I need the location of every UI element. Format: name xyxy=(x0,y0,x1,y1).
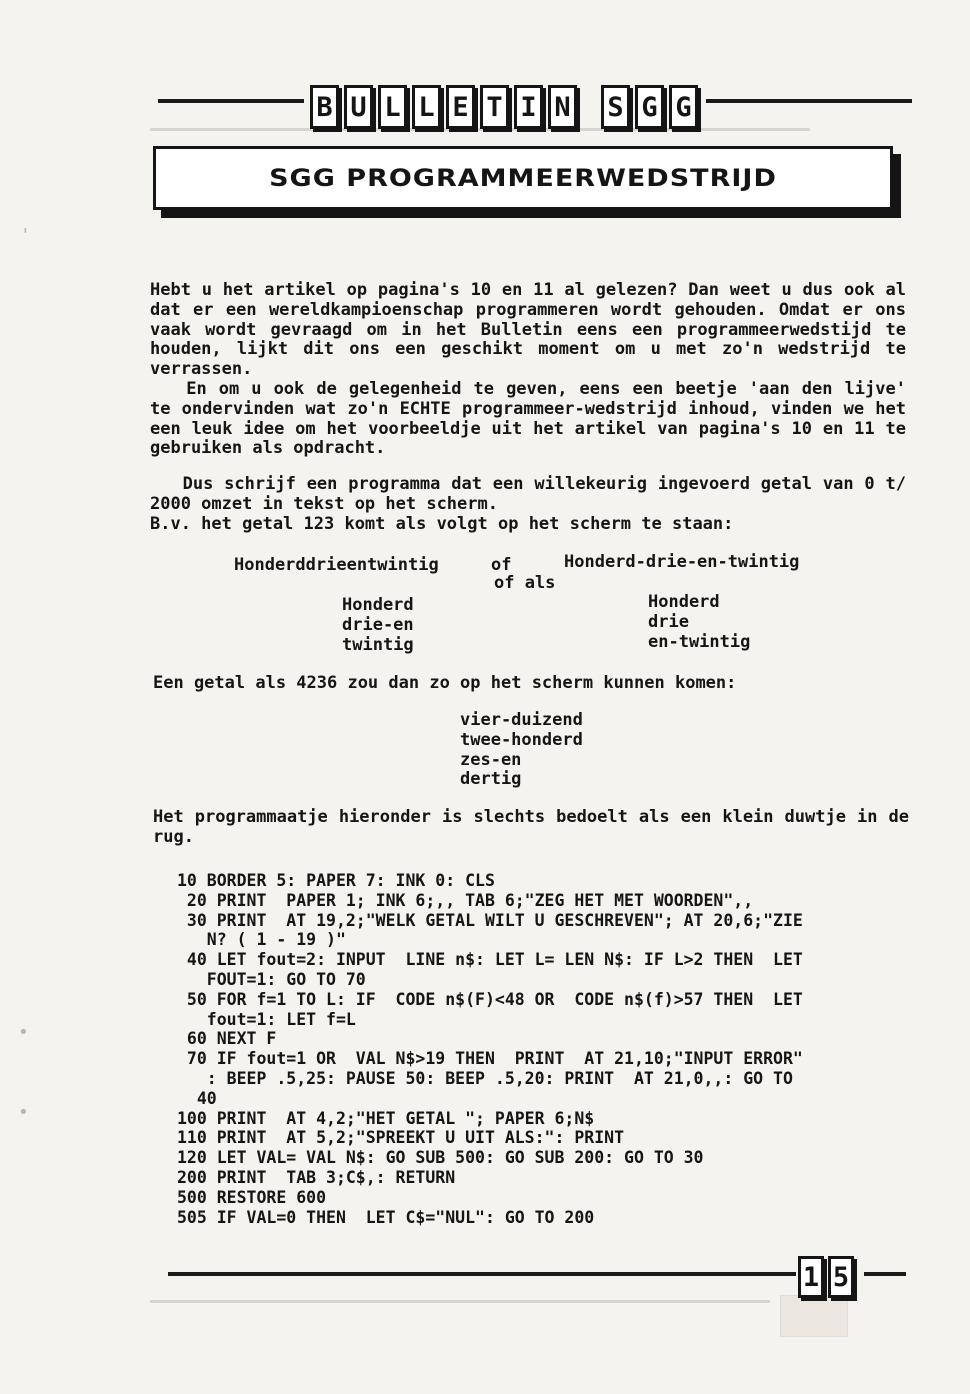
example-split-b: Honderd drie en-twintig xyxy=(648,592,751,652)
masthead-logo xyxy=(310,85,698,129)
masthead-letter: T xyxy=(480,85,509,129)
page-number-digit: 5 xyxy=(828,1256,854,1298)
masthead-letter: L xyxy=(412,85,441,129)
page-title: SGG PROGRAMMEERWEDSTRIJD xyxy=(269,164,777,192)
example-hyphenated: Honderd-drie-en-twintig xyxy=(564,552,800,572)
masthead-letter: S xyxy=(601,85,630,129)
masthead-letter: E xyxy=(446,85,475,129)
bleed-through-rule xyxy=(150,1300,770,1303)
masthead-letter: G xyxy=(669,85,698,129)
masthead-letter: L xyxy=(378,85,407,129)
margin-speck: ' xyxy=(20,225,31,246)
intro-paragraph: Hebt u het artikel op pagina's 10 en 11 al gelezen? Dan weet u dus ook al dat er een wereldkampioenschap programmeren wordt gehouden. Omdat er ons vaak wordt gevraagd om in het Bulletin eens een programmeerwedstijd te houden, lijkt dit ons een geschikt moment om u met zo'n wedstrijd te verrassen. En om u ook de gelegenheid te geven, eens een beetje 'aan den lijve' te ondervinden wat zo'n ECHTE programmeer-wedstrijd inhoud, vinden we het een leuk idee om het voorbeeldje uit het artikel van pagina's 10 en 11 te gebruiken als opdracht. xyxy=(150,280,906,459)
basic-code-listing: 10 BORDER 5: PAPER 7: INK 0: CLS 20 PRINT PAPER 1; INK 6;,, TAB 6;"ZEG HET MET WOORDEN",, 30 PRINT AT 19,2;"WELK GETAL WILT U GESCHREVEN"; AT 20,6;"ZIE N? ( 1 - 19 )" 40 LET fout=2: INPUT LINE n$: LET L= LEN N$: IF L>2 THEN LET FOUT=1: GO TO 70 50 FOR f=1 TO L: IF CODE n$(F)<48 OR CODE n$(f)>57 THEN LET fout=1: LET f=L 60 NEXT F 70 IF fout=1 OR VAL N$>19 THEN PRINT AT 21,10;"INPUT ERROR" : BEEP .5,25: PAUSE 50: BEEP .5,20: PRINT AT 21,0,,: GO TO 40 100 PRINT AT 4,2;"HET GETAL "; PAPER 6;N$ 110 PRINT AT 5,2;"SPREEKT U UIT ALS:": PRINT 120 LET VAL= VAL N$: GO SUB 500: GO SUB 200: GO TO 30 200 PRINT TAB 3;C$,: RETURN 500 RESTORE 600 505 IF VAL=0 THEN LET C$="NUL": GO TO 200 xyxy=(177,871,803,1227)
example-or-as-label: of als xyxy=(494,573,556,593)
example2-intro: Een getal als 4236 zou dan zo op het scherm kunnen komen: xyxy=(153,673,737,693)
masthead-letter: U xyxy=(344,85,373,129)
page-number xyxy=(798,1256,854,1298)
masthead-letter: I xyxy=(514,85,543,129)
page-number-digit: 1 xyxy=(798,1256,824,1298)
bleed-through-block xyxy=(780,1295,848,1337)
footer-rule-left xyxy=(168,1272,796,1276)
example-or-label: of xyxy=(491,555,512,575)
masthead-rule-right xyxy=(706,99,912,103)
footer-rule-right xyxy=(864,1272,906,1276)
masthead-rule-left xyxy=(158,99,304,103)
code-intro: Het programmaatje hieronder is slechts bedoelt als een klein duwtje in de rug. xyxy=(153,807,920,847)
masthead-letter: N xyxy=(548,85,577,129)
masthead-letter: B xyxy=(310,85,339,129)
masthead-letter: G xyxy=(635,85,664,129)
example-single-word: Honderddrieentwintig xyxy=(234,555,439,575)
margin-speck: • xyxy=(18,1022,29,1043)
title-banner xyxy=(153,146,893,210)
margin-speck: • xyxy=(18,1102,29,1123)
example2-lines: vier-duizend twee-honderd zes-en dertig xyxy=(460,710,583,790)
example-split-a: Honderd drie-en twintig xyxy=(342,595,414,655)
task-paragraph: Dus schrijf een programma dat een willekeurig ingevoerd getal van 0 t/ 2000 omzet in tekst op het scherm. B.v. het getal 123 komt als volgt op het scherm te staan: xyxy=(150,474,906,534)
